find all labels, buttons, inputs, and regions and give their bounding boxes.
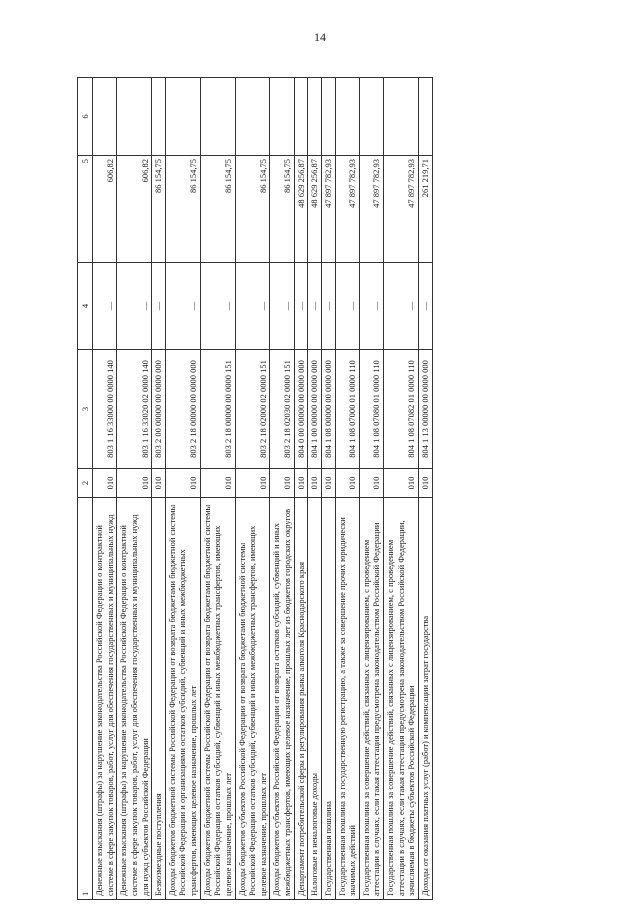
table-row: [308, 78, 322, 900]
row-code-cell: 010: [152, 469, 166, 498]
row-col4-cell: —: [294, 263, 308, 350]
rotated-table-container: [77, 80, 593, 900]
revenue-table: [77, 77, 433, 900]
table-row: [418, 78, 432, 900]
row-col6-cell: [270, 78, 294, 156]
row-col6-cell: [359, 78, 383, 156]
row-col6-cell: [384, 78, 419, 156]
header-col-2: 2: [78, 469, 93, 498]
row-code-cell: 010: [294, 469, 308, 498]
row-kbk-cell: 804 1 08 07082 01 0000 110: [384, 350, 419, 469]
table-row: [270, 78, 294, 900]
row-col6-cell: [117, 78, 152, 156]
row-name-cell: Доходы от оказания платных услуг (работ) и компенсации затрат государства: [418, 498, 432, 900]
row-col6-cell: [308, 78, 322, 156]
table-row: [200, 78, 235, 900]
row-name-cell: Департамент потребительской сферы и регулирования рынка алкоголя Краснодарского края: [294, 498, 308, 900]
row-col4-cell: —: [359, 263, 383, 350]
row-kbk-cell: 803 2 18 02000 02 0000 151: [235, 350, 270, 469]
row-amount-cell: 47 897 782,93: [335, 156, 359, 263]
row-col4-cell: —: [384, 263, 419, 350]
row-amount-cell: 606,82: [93, 156, 117, 263]
row-kbk-cell: 803 1 16 33000 00 0000 140: [93, 350, 117, 469]
table-row: [321, 78, 335, 900]
row-code-cell: 010: [200, 469, 235, 498]
row-code-cell: 010: [117, 469, 152, 498]
table-row: [93, 78, 117, 900]
row-name-cell: Государственная пошлина за совершение действий, связанных с лицензированием, с проведением аттестации в случаях, если такая аттестация предусмотрена законодательством Российской Федерации, зачисляемая в бюджеты субъектов Российской Федерации: [384, 498, 419, 900]
row-name-cell: Доходы бюджетов бюджетной системы Российской Федерации от возврата бюджетами бюджетной системы Российской Федерации остатков субсидий, субвенций и иных межбюджетных трансфертов, имеющих целевое назначение, прошлых лет: [200, 498, 235, 900]
row-name-cell: Государственная пошлина за совершение действий, связанных с лицензированием, с проведением аттестации в случаях, если такая аттестация предусмотрена законодательством Российской Федерации: [359, 498, 383, 900]
row-code-cell: 010: [165, 469, 200, 498]
row-kbk-cell: 804 1 13 00000 00 0000 000: [418, 350, 432, 469]
row-name-cell: Доходы бюджетов субъектов Российской Федерации от возврата бюджетами бюджетной системы Российской Федерации остатков субсидий, субвенций и иных межбюджетных трансфертов, имеющих целевое назначение, прошлых лет: [235, 498, 270, 900]
row-name-cell: Безвозмездные поступления: [152, 498, 166, 900]
header-col-3: 3: [78, 350, 93, 469]
row-col6-cell: [200, 78, 235, 156]
row-amount-cell: 47 897 782,93: [384, 156, 419, 263]
row-amount-cell: 86 154,75: [200, 156, 235, 263]
row-kbk-cell: 804 1 08 07000 01 0000 110: [335, 350, 359, 469]
row-code-cell: 010: [321, 469, 335, 498]
row-name-cell: Доходы бюджетов бюджетной системы Российской Федерации от возврата бюджетами бюджетной системы Российской Федерации и организациями остатков субсидий, субвенций и иных межбюджетных трансфертов, имеющих целевое назначение, прошлых лет: [165, 498, 200, 900]
row-amount-cell: 48 629 256,87: [308, 156, 322, 263]
table-header-row: [78, 78, 93, 900]
row-amount-cell: 261 219,71: [418, 156, 432, 263]
row-code-cell: 010: [359, 469, 383, 498]
row-col4-cell: —: [418, 263, 432, 350]
row-col4-cell: —: [321, 263, 335, 350]
row-col4-cell: —: [93, 263, 117, 350]
table-row: [384, 78, 419, 900]
row-amount-cell: 86 154,75: [235, 156, 270, 263]
row-col6-cell: [152, 78, 166, 156]
row-col4-cell: —: [270, 263, 294, 350]
header-col-1: 1: [78, 498, 93, 900]
row-amount-cell: 606,82: [117, 156, 152, 263]
row-kbk-cell: 803 2 18 00000 00 0000 000: [165, 350, 200, 469]
row-kbk-cell: 803 2 18 02030 02 0000 151: [270, 350, 294, 469]
header-col-6: 6: [78, 78, 93, 156]
row-col6-cell: [294, 78, 308, 156]
row-col4-cell: —: [117, 263, 152, 350]
row-kbk-cell: 803 1 16 33020 02 0000 140: [117, 350, 152, 469]
row-col6-cell: [335, 78, 359, 156]
row-code-cell: 010: [93, 469, 117, 498]
row-col4-cell: —: [152, 263, 166, 350]
table-row: [165, 78, 200, 900]
row-kbk-cell: 804 1 00 00000 00 0000 000: [308, 350, 322, 469]
row-col6-cell: [418, 78, 432, 156]
header-col-5: 5: [78, 156, 93, 263]
page-number: 14: [314, 30, 326, 44]
row-col6-cell: [235, 78, 270, 156]
row-code-cell: 010: [270, 469, 294, 498]
row-amount-cell: 86 154,75: [165, 156, 200, 263]
row-col4-cell: —: [200, 263, 235, 350]
row-code-cell: 010: [235, 469, 270, 498]
row-kbk-cell: 804 1 08 00000 00 0000 000: [321, 350, 335, 469]
row-amount-cell: 48 629 256,87: [294, 156, 308, 263]
row-name-cell: Денежные взыскания (штрафы) за нарушение законодательства Российской Федерации о контрактной системе в сфере закупок товаров, работ, услуг для обеспечения государственных и муниципальных нужд для нужд субъектов Российской Федерации: [117, 498, 152, 900]
row-col6-cell: [321, 78, 335, 156]
row-name-cell: Налоговые и неналоговые доходы: [308, 498, 322, 900]
row-col4-cell: —: [235, 263, 270, 350]
table-row: [359, 78, 383, 900]
row-name-cell: Государственная пошлина за государственную регистрацию, а также за совершение прочих юридически значимых действий: [335, 498, 359, 900]
row-col6-cell: [165, 78, 200, 156]
row-amount-cell: 47 897 782,93: [359, 156, 383, 263]
row-kbk-cell: 804 0 00 00000 00 0000 000: [294, 350, 308, 469]
row-name-cell: Денежные взыскания (штрафы) за нарушение законодательства Российской Федерации о контрактной системе в сфере закупок товаров, работ, услуг для обеспечения государственных и муниципальных нужд: [93, 498, 117, 900]
row-code-cell: 010: [384, 469, 419, 498]
row-amount-cell: 86 154,75: [152, 156, 166, 263]
row-amount-cell: 47 897 782,93: [321, 156, 335, 263]
row-code-cell: 010: [335, 469, 359, 498]
row-code-cell: 010: [418, 469, 432, 498]
table-row: [294, 78, 308, 900]
row-col4-cell: —: [335, 263, 359, 350]
table-row: [235, 78, 270, 900]
row-kbk-cell: 803 2 00 00000 00 0000 000: [152, 350, 166, 469]
row-kbk-cell: 804 1 08 07080 01 0000 110: [359, 350, 383, 469]
header-col-4: 4: [78, 263, 93, 350]
table-row: [335, 78, 359, 900]
row-code-cell: 010: [308, 469, 322, 498]
row-name-cell: Государственная пошлина: [321, 498, 335, 900]
table-row: [117, 78, 152, 900]
row-name-cell: Доходы бюджетов субъектов Российской Федерации от возврата остатков субсидий, субвенций и иных межбюджетных трансфертов, имеющих целевое назначение, прошлых лет из бюджетов городских округов: [270, 498, 294, 900]
row-kbk-cell: 803 2 18 00000 00 0000 151: [200, 350, 235, 469]
row-col4-cell: —: [165, 263, 200, 350]
row-col6-cell: [93, 78, 117, 156]
table-body: [93, 78, 433, 900]
row-amount-cell: 86 154,75: [270, 156, 294, 263]
table-row: [152, 78, 166, 900]
row-col4-cell: —: [308, 263, 322, 350]
